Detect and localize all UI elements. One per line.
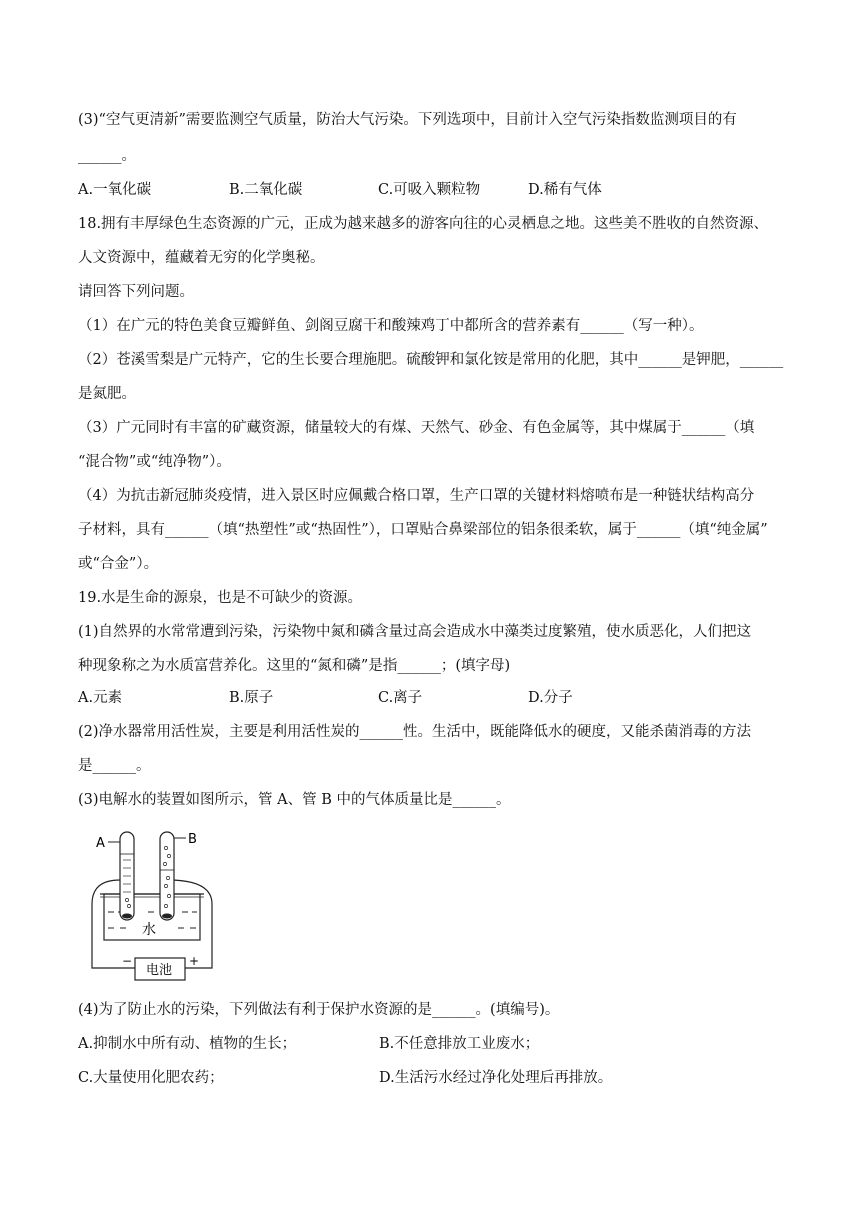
q19-part1-line1: (1)自然界的水常常遭到污染，污染物中氮和磷含量过高会造成水中藻类过度繁殖，使水质恶化，人们把这 — [78, 624, 752, 640]
q18-part4-line3: 或“合金”）。 — [78, 556, 159, 572]
q18-part2-line2: 是氮肥。 — [78, 386, 136, 402]
q17-option-b: B.二氧化碳 — [229, 182, 303, 198]
q18-stem-line1: 18.拥有丰厚绿色生态资源的广元，正成为越来越多的游客向往的心灵栖息之地。这些美不胜收的自然资源、 — [78, 216, 769, 232]
q19-stem: 19.水是生命的源泉，也是不可缺少的资源。 — [78, 590, 363, 606]
q19-part4-option-c: C.大量使用化肥农药； — [78, 1070, 224, 1086]
q18-part4-line1: （4）为抗击新冠肺炎疫情，进入景区时应佩戴合格口罩，生产口罩的关键材料熔喷布是一种链状结构高分 — [78, 488, 755, 504]
q17-option-a: A.一氧化碳 — [78, 182, 152, 198]
tube-a-label: A — [96, 836, 105, 851]
q19-part2-line2: 是______。 — [78, 758, 151, 774]
q19-part1-option-c: C.离子 — [378, 690, 423, 706]
q19-part4-option-b: B.不任意排放工业废水； — [379, 1036, 540, 1052]
q19-part4-option-d: D.生活污水经过净化处理后再排放。 — [379, 1070, 613, 1086]
electrolysis-apparatus-diagram — [90, 824, 220, 984]
q17-option-d: D.稀有气体 — [528, 182, 602, 198]
q17-part3-line2: ______。 — [78, 148, 136, 164]
q18-part4-line2: 子材料，具有______（填“热塑性”或“热固性”），口罩贴合鼻梁部位的铝条很柔软，属于______（填“纯金属” — [78, 522, 768, 538]
battery-label: 电池 — [146, 963, 173, 978]
q18-part3-line1: （3）广元同时有丰富的矿藏资源，储量较大的有煤、天然气、砂金、有色金属等，其中煤属于______（填 — [78, 420, 755, 436]
q19-part1-option-b: B.原子 — [229, 690, 274, 706]
q18-stem-line2: 人文资源中，蕴藏着无穷的化学奥秘。 — [78, 250, 325, 266]
q19-part1-option-d: D.分子 — [528, 690, 573, 706]
q18-prompt: 请回答下列问题。 — [78, 284, 194, 300]
q19-part1-line2: 种现象称之为水质富营养化。这里的“氮和磷”是指______；(填字母) — [78, 658, 511, 674]
q18-part1: （1）在广元的特色美食豆瓣鲜鱼、剑阁豆腐干和酸辣鸡丁中都所含的营养素有______（写一种）。 — [78, 318, 704, 334]
q17-part3-line1: (3)“空气更清新”需要监测空气质量，防治大气污染。下列选项中，目前计入空气污染指数监测项目的有 — [78, 112, 737, 128]
q19-part4-option-a: A.抑制水中所有动、植物的生长； — [78, 1036, 297, 1052]
q17-option-c: C.可吸入颗粒物 — [378, 182, 481, 198]
battery-plus-sign: + — [189, 954, 200, 968]
battery-minus-sign: − — [122, 954, 133, 968]
q19-part4: (4)为了防止水的污染，下列做法有利于保护水资源的是______。(填编号)。 — [78, 1002, 560, 1018]
water-label: 水 — [142, 922, 156, 938]
q19-part3: (3)电解水的装置如图所示，管 A、管 B 中的气体质量比是______。 — [78, 792, 511, 808]
q18-part3-line2: “混合物”或“纯净物”）。 — [78, 454, 231, 470]
tube-b-label: B — [188, 832, 197, 847]
q19-part2-line1: (2)净水器常用活性炭，主要是利用活性炭的______性。生活中，既能降低水的硬度，又能杀菌消毒的方法 — [78, 724, 752, 740]
q19-part1-option-a: A.元素 — [78, 690, 123, 706]
q18-part2-line1: （2）苍溪雪梨是广元特产，它的生长要合理施肥。硫酸钾和氯化铵是常用的化肥，其中______是钾肥，______ — [78, 352, 784, 368]
electrode-b — [162, 914, 172, 919]
electrode-a — [122, 914, 132, 919]
